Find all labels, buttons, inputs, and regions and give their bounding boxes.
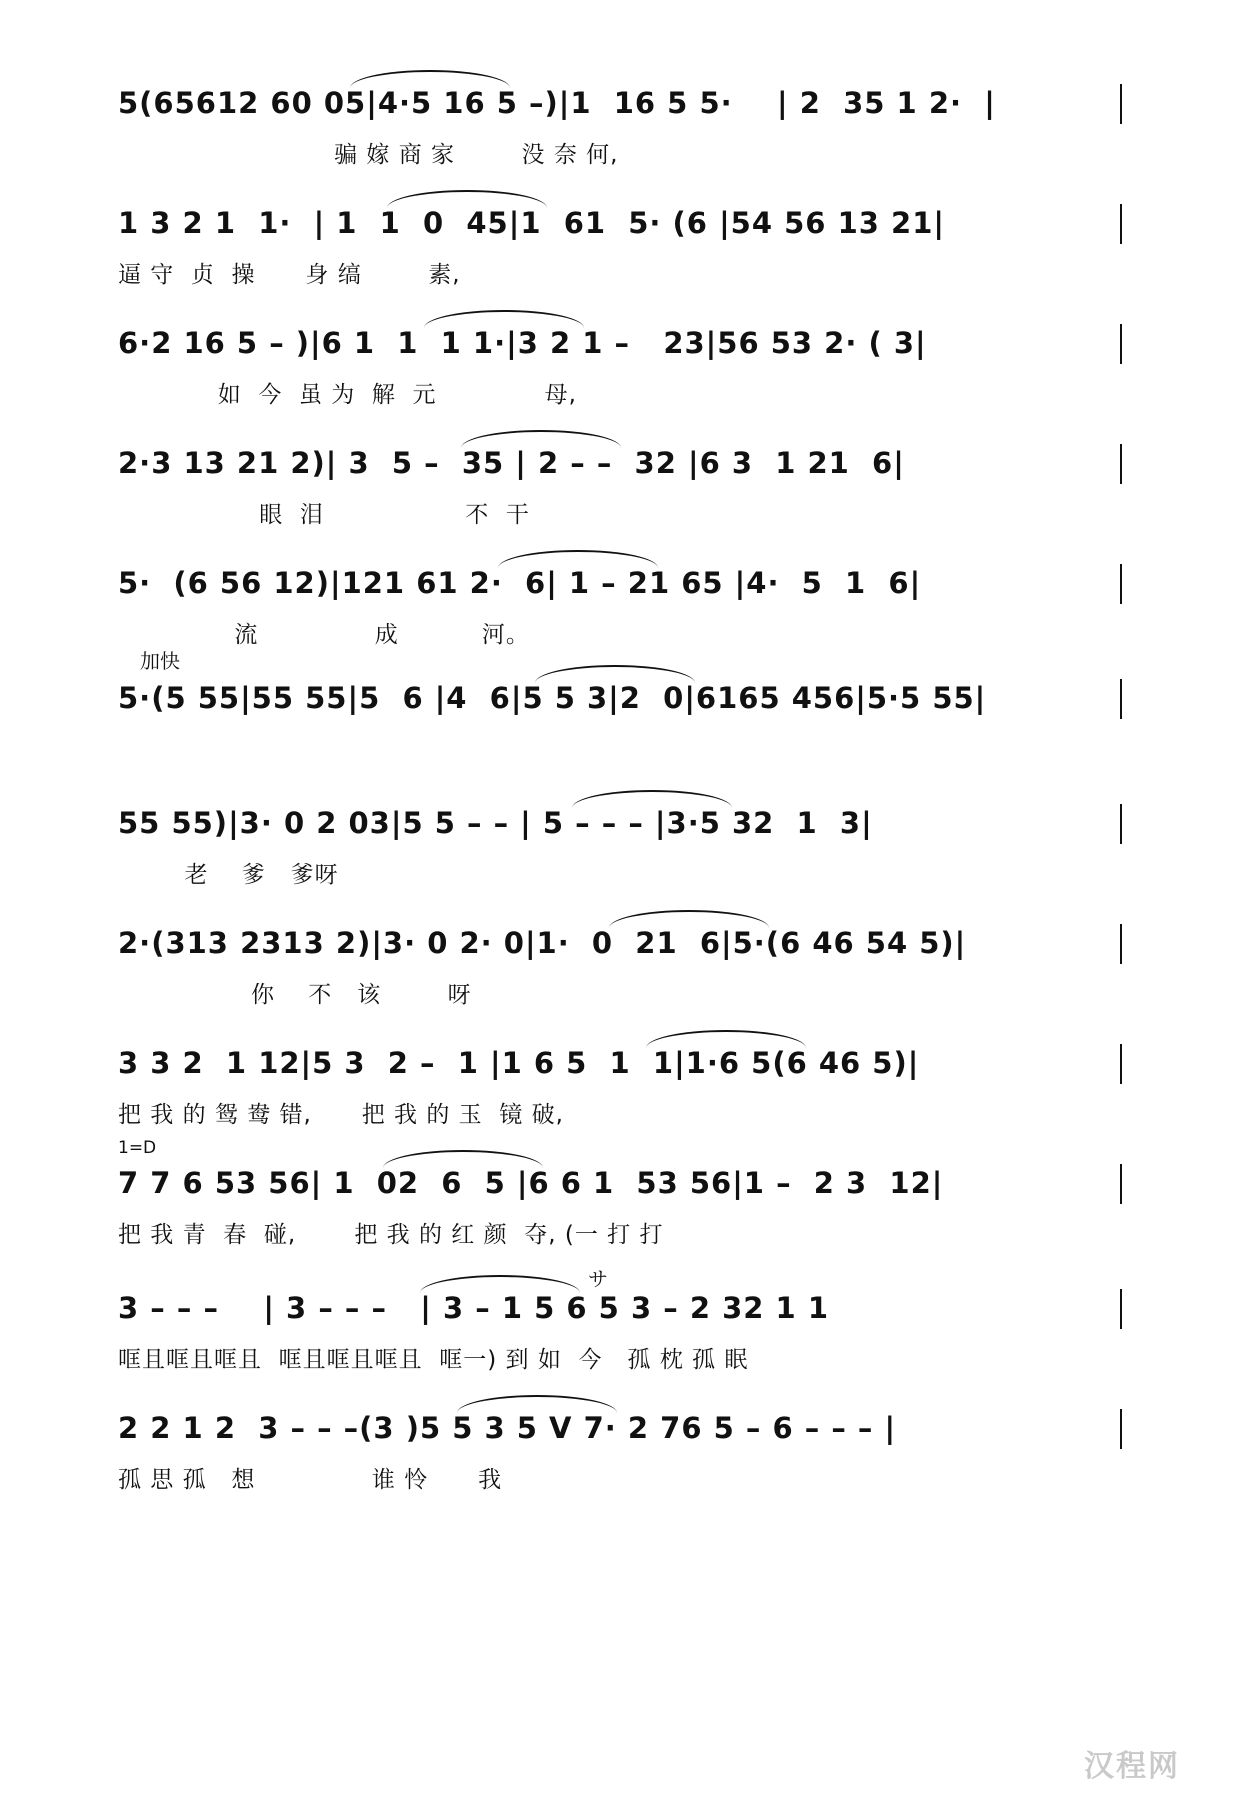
bar-line [1120, 1164, 1122, 1204]
lyrics-line: 哐且哐且哐且 哐且哐且哐且 哐一) 到 如 今 孤 枕 孤 眠 [118, 1347, 749, 1373]
key-signature: 1=D [118, 1138, 157, 1158]
bar-line [1120, 924, 1122, 964]
bar-line [1120, 679, 1122, 719]
bar-line [1120, 804, 1122, 844]
lyrics-line: 流 成 河。 [118, 622, 530, 648]
bar-line [1120, 84, 1122, 124]
notation-line: 5(65612 60 05|4·5 16 5 –)|1 16 5 5· | 2 35 1 2· | [118, 86, 996, 120]
score-system [0, 1375, 1240, 1525]
bar-line [1120, 204, 1122, 244]
lyrics-line: 眼 泪 不 干 [118, 502, 530, 528]
notation-line: 2·3 13 21 2)| 3 5 – 35 | 2 – – 32 |6 3 1 21 6| [118, 446, 905, 480]
bar-line [1120, 1289, 1122, 1329]
lyrics-line: 你 不 该 呀 [118, 982, 472, 1008]
notation-line: 5·(5 55|55 55|5 6 |4 6|5 5 3|2 0|6165 456|5·5 55| [118, 681, 987, 715]
notation-line: 3 – – – | 3 – – – | 3 – 1 5 6 5 3 – 2 32 1 1 [118, 1291, 830, 1325]
notation-line: 7 7 6 53 56| 1 02 6 5 |6 6 1 53 56|1 – 2 3 12| [118, 1166, 944, 1200]
lyrics-line: 老 爹 爹呀 [118, 862, 339, 888]
lyrics-line: 把 我 的 鸳 鸯 错, 把 我 的 玉 镜 破, [118, 1102, 564, 1128]
notation-line: 2·(313 2313 2)|3· 0 2· 0|1· 0 21 6|5·(6 46 54 5)| [118, 926, 967, 960]
lyrics-line: 如 今 虽 为 解 元 母, [118, 382, 577, 408]
lyrics-line: 逼 守 贞 操 身 缟 素, [118, 262, 461, 288]
lyrics-line: 孤 思 孤 想 谁 怜 我 [118, 1467, 503, 1493]
tempo-mark: サ [588, 1267, 608, 1291]
notation-line: 5· (6 56 12)|121 61 2· 6| 1 – 21 65 |4· 5 1 6| [118, 566, 922, 600]
bar-line [1120, 1044, 1122, 1084]
lyrics-line: 骗 嫁 商 家 没 奈 何, [118, 142, 619, 168]
notation-line: 1 3 2 1 1· | 1 1 0 45|1 61 5· (6 |54 56 13 21| [118, 206, 945, 240]
lyrics-line: 把 我 青 春 碰, 把 我 的 红 颜 夺, (一 打 打 [118, 1222, 664, 1248]
notation-line: 2 2 1 2 3 – – –(3 )5 5 3 5 V 7· 2 76 5 – 6 – – – | [118, 1411, 897, 1445]
notation-line: 3 3 2 1 12|5 3 2 – 1 |1 6 5 1 1|1·6 5(6 46 5)| [118, 1046, 920, 1080]
bar-line [1120, 324, 1122, 364]
bar-line [1120, 444, 1122, 484]
bar-line [1120, 564, 1122, 604]
tempo-mark: 加快 [140, 649, 180, 673]
bar-line [1120, 1409, 1122, 1449]
watermark-logo: 汉程网 [1084, 1749, 1180, 1784]
notation-line: 55 55)|3· 0 2 03|5 5 – – | 5 – – – |3·5 32 1 3| [118, 806, 873, 840]
notation-line: 6·2 16 5 – )|6 1 1 1 1·|3 2 1 – 23|56 53 2· ( 3| [118, 326, 927, 360]
